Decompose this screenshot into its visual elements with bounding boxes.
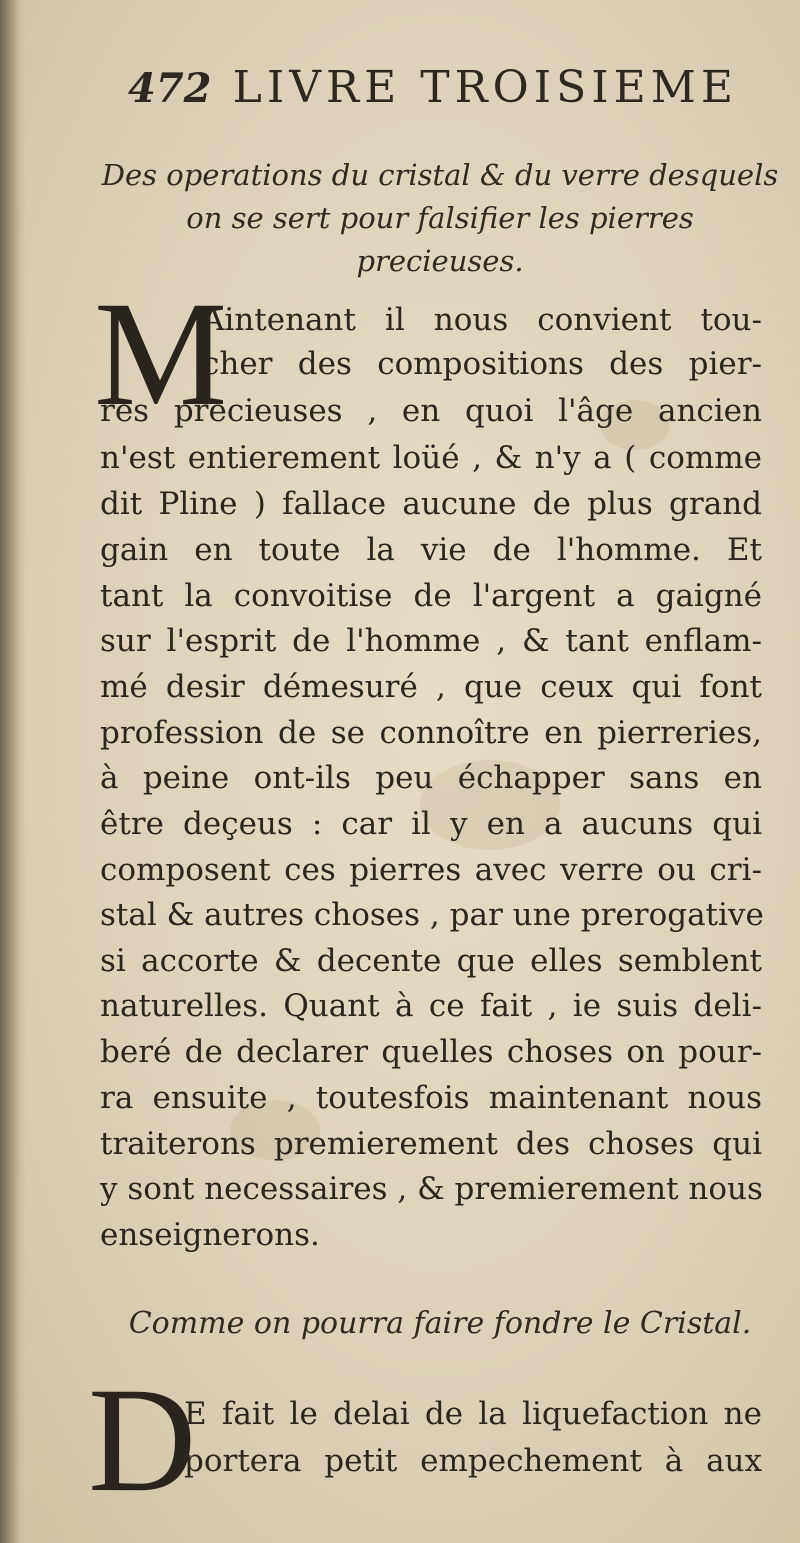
body-line: beré de declarer quelles choses on pour- <box>100 1034 762 1070</box>
body-line: naturelles. Quant à ce fait , ie suis deli- <box>100 988 762 1024</box>
running-head: LIVRE TROISIEME <box>232 62 738 113</box>
body-line: tant la convoitise de l'argent a gaigné <box>100 578 762 614</box>
body-line: gain en toute la vie de l'homme. Et <box>100 532 762 568</box>
drop-cap: D <box>88 1357 197 1523</box>
body-line: y sont necessaires , & premierement nous <box>100 1171 763 1207</box>
chapter-heading <box>100 154 780 283</box>
body-line: ra ensuite , toutesfois maintenant nous <box>100 1080 762 1116</box>
body-line: cher des compositions des pier- <box>202 346 762 382</box>
body-line: sur l'esprit de l'homme , & tant enflam- <box>100 623 762 659</box>
chapter-heading-line: on se sert pour falsifier les pierres precieuses. <box>186 201 694 278</box>
body-line: si accorte & decente que elles semblent <box>100 943 762 979</box>
body-line: stal & autres choses , par une prerogative <box>100 897 764 933</box>
page-header <box>128 62 748 122</box>
page-gutter-shadow <box>0 0 26 1543</box>
body-line: être deçeus : car il y en a aucuns qui <box>100 806 762 842</box>
body-line: composent ces pierres avec verre ou cri- <box>100 852 762 888</box>
body-line: res precieuses , en quoi l'âge ancien <box>100 393 762 429</box>
chapter-heading-line: Des operations du cristal & du verre desquels <box>101 158 779 192</box>
body-line: portera petit empechement à aux <box>184 1443 762 1479</box>
body-line: mé desir démesuré , que ceux qui font <box>100 669 762 705</box>
body-line: traiterons premierement des choses qui <box>100 1126 762 1162</box>
body-line: à peine ont-ils peu échapper sans en <box>100 760 762 796</box>
page-number: 472 <box>128 65 212 112</box>
drop-cap: M <box>94 271 228 437</box>
chapter-heading: Comme on pourra faire fondre le Cristal. <box>128 1306 752 1341</box>
body-line: Aintenant il nous convient tou- <box>202 302 762 338</box>
body-line: enseignerons. <box>100 1217 320 1253</box>
body-line: profession de se connoître en pierreries, <box>100 715 762 751</box>
body-line: n'est entierement loüé , & n'y a ( comme <box>100 440 762 476</box>
body-line: dit Pline ) fallace aucune de plus grand <box>100 486 762 522</box>
body-line: E fait le delai de la liquefaction ne <box>184 1396 762 1432</box>
